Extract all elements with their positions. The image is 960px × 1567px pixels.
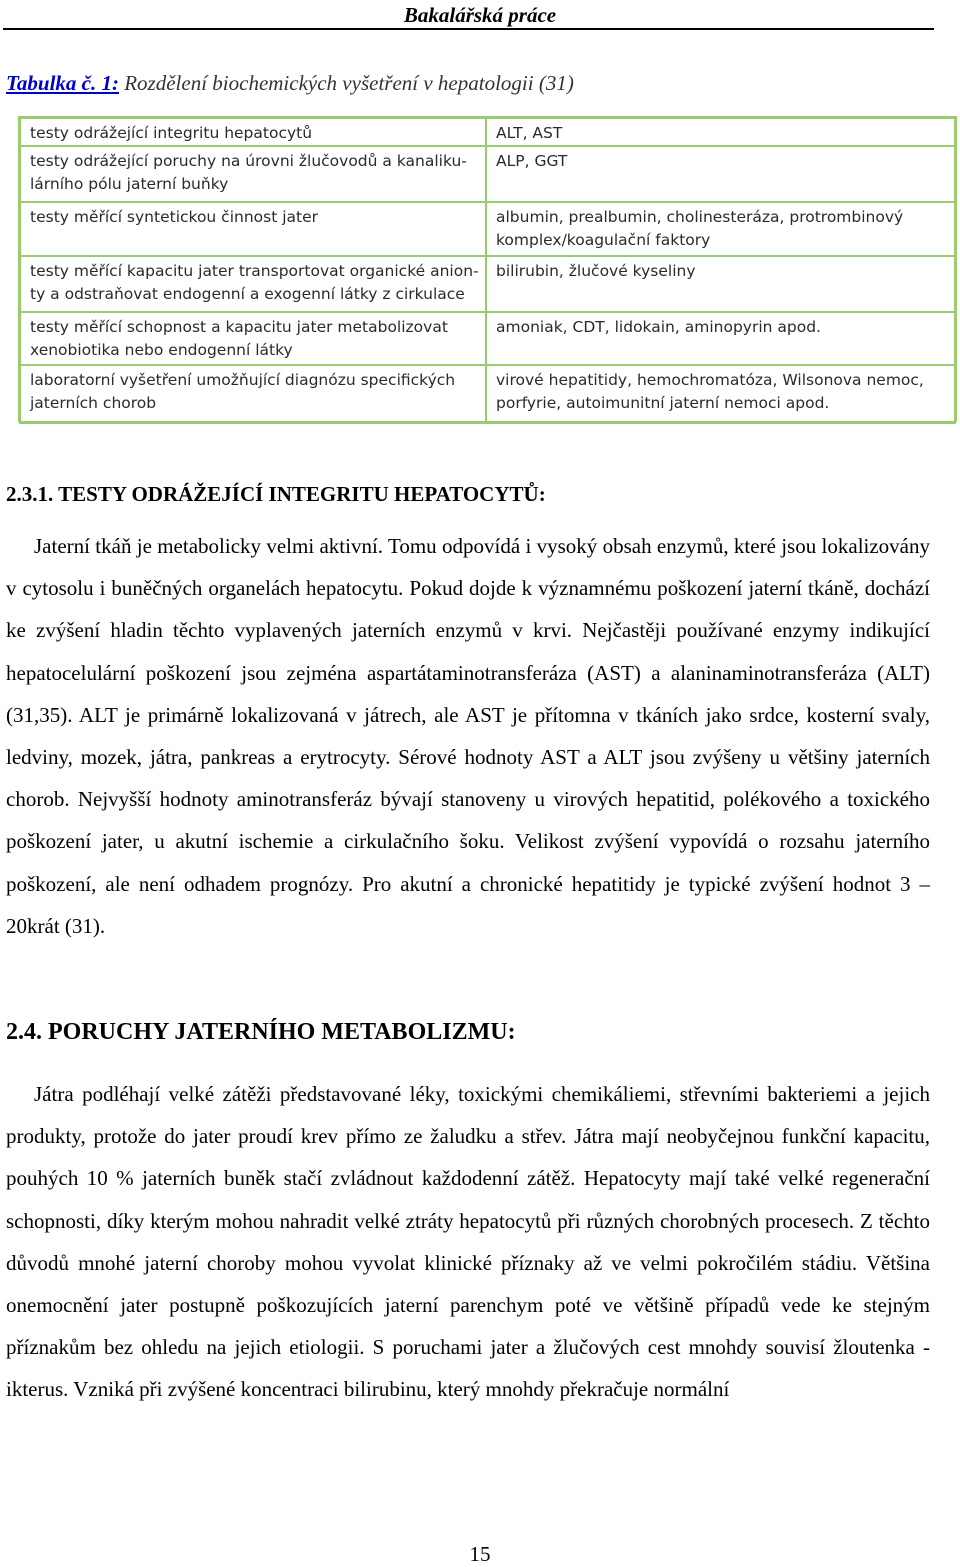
table-row [20, 365, 955, 423]
header-rule [3, 28, 934, 30]
table-cell-examples: albumin, prealbumin, cholinesteráza, protrombinový komplex/koagulační faktory [486, 202, 955, 256]
table-cell-test: testy měřící kapacitu jater transportovat organické anion-ty a odstraňovat endogenní a exogenní látky z cirkulace [20, 256, 486, 312]
table-cell-examples: amoniak, CDT, lidokain, aminopyrin apod. [486, 312, 955, 365]
paragraph-metabolism-text: Játra podléhají velké zátěži představované léky, toxickými chemikáliemi, střevními bakteriemi a jejich produkty, protože do jater proudí krev přímo ze žaludku a střev. Játra mají neobyčejnou funkční kapacitu, pouhých 10 % jaterních buněk stačí zvládnout každodenní zátěž. Hepatocyty mají také velké regenerační schopnosti, díky kterým mohou nahradit velké ztráty hepatocytů při různých chorobných procesech. Z těchto důvodů mnohé jaterní choroby mohou vyvolat klinické příznaky až ve velmi pokročilém stádiu. Většina onemocnění jater postupně poškozujících jaterní parenchym poté ve většině případů vede ke stejným příznakům bez ohledu na jejich etiologii. S poruchami jater a žlučových cest mnohdy souvisí žloutenka - ikterus. Vzniká při zvýšené koncentraci bilirubinu, který mnohdy překračuje normální [6, 1082, 930, 1402]
table-cell-test: laboratorní vyšetření umožňující diagnózu specifických jaterních chorob [20, 365, 486, 423]
page-number: 15 [469, 1542, 491, 1566]
section-heading-integrity: 2.3.1. TESTY ODRÁŽEJÍCÍ INTEGRITU HEPATOCYTŮ: [6, 482, 546, 506]
table-row [20, 202, 955, 256]
table-cell-examples: ALT, AST [486, 118, 955, 146]
table-cell-test: testy měřící syntetickou činnost jater [20, 202, 486, 256]
table-caption-label: Tabulka č. 1: [6, 71, 119, 95]
page-header [0, 0, 960, 30]
table-cell-test: testy odrážející poruchy na úrovni žlučovodů a kanaliku-lárního pólu jaterní buňky [20, 146, 486, 202]
header-title: Bakalářská práce [403, 3, 557, 27]
section-heading-metabolism: 2.4. PORUCHY JATERNÍHO METABOLIZMU: [6, 1019, 516, 1045]
paragraph-metabolism [6, 1073, 930, 1411]
table-row [20, 146, 955, 202]
table-cell-examples: virové hepatitidy, hemochromatóza, Wilsonova nemoc, porfyrie, autoimunitní jaterní nemoci apod. [486, 365, 955, 423]
table-cell-test: testy měřící schopnost a kapacitu jater metabolizovat xenobiotika nebo endogenní látky [20, 312, 486, 365]
table-row [20, 312, 955, 365]
table-cell-examples: bilirubin, žlučové kyseliny [486, 256, 955, 312]
paragraph-integrity [6, 525, 930, 947]
table-cell-test: testy odrážející integritu hepatocytů [20, 118, 486, 146]
table-caption [6, 71, 574, 96]
biochem-table [18, 116, 957, 422]
table-cell-examples: ALP, GGT [486, 146, 955, 202]
paragraph-integrity-text: Jaterní tkáň je metabolicky velmi aktivní. Tomu odpovídá i vysoký obsah enzymů, které jsou lokalizovány v cytosolu i buněčných organelách hepatocytu. Pokud dojde k významnému poškození jaterní tkáně, dochází ke zvýšení hladin těchto vyplavených jaterních enzymů v krvi. Nejčastěji používané enzymy indikující hepatocelulární poškození jsou zejména aspartátaminotransferáza (AST) a alaninaminotransferáza (ALT) (31,35). ALT je primárně lokalizovaná v játrech, ale AST je přítomna v tkáních jako srdce, kosterní svaly, ledviny, mozek, játra, pankreas a erytrocyty. Sérové hodnoty AST a ALT jsou zvýšeny u většiny jaterních chorob. Nejvyšší hodnoty aminotransferáz bývají stanoveny u virových hepatitid, polékového a toxického poškození jater, u akutní ischemie a cirkulačního šoku. Velikost zvýšení vypovídá o rozsahu jaterního poškození, ale není odhadem prognózy. Pro akutní a chronické hepatitidy je typické zvýšení hodnot 3 – 20krát (31). [6, 534, 930, 938]
table-row [20, 118, 955, 146]
table-row [20, 256, 955, 312]
table-caption-text: Rozdělení biochemických vyšetření v hepatologii (31) [124, 71, 574, 95]
